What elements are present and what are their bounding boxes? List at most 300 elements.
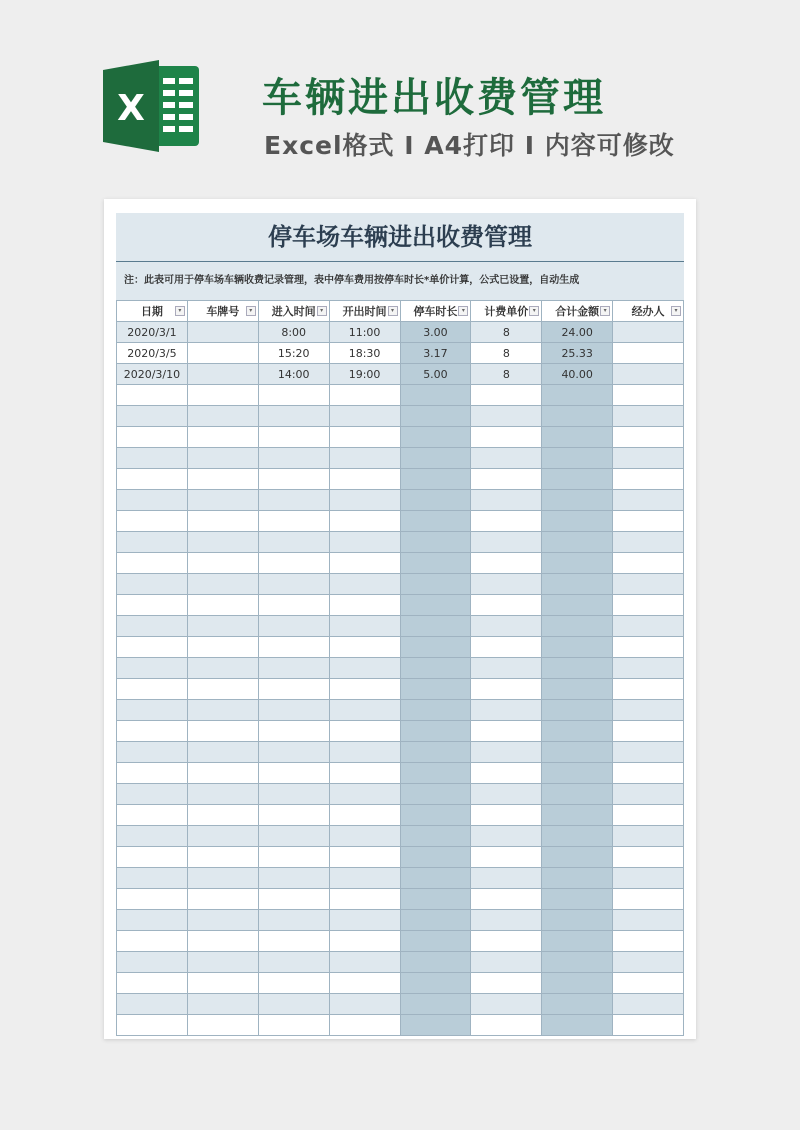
cell-exit-time[interactable]: 18:30: [329, 343, 400, 364]
cell-unit-price[interactable]: [471, 847, 542, 868]
cell-date[interactable]: [117, 406, 188, 427]
cell-duration[interactable]: [400, 868, 471, 889]
cell-handler[interactable]: [613, 868, 684, 889]
cell-entry-time[interactable]: [258, 910, 329, 931]
cell-duration[interactable]: [400, 427, 471, 448]
table-row: [117, 490, 684, 511]
cell-entry-time[interactable]: [258, 427, 329, 448]
cell-total[interactable]: [542, 574, 613, 595]
cell-entry-time[interactable]: [258, 868, 329, 889]
table-row: [117, 595, 684, 616]
cell-total[interactable]: [542, 490, 613, 511]
cell-exit-time[interactable]: [329, 574, 400, 595]
cell-plate[interactable]: [187, 595, 258, 616]
cell-unit-price[interactable]: [471, 889, 542, 910]
column-header-label: 进入时间: [271, 305, 316, 318]
cell-exit-time[interactable]: [329, 553, 400, 574]
cell-exit-time[interactable]: [329, 406, 400, 427]
cell-plate[interactable]: [187, 490, 258, 511]
cell-exit-time[interactable]: [329, 1015, 400, 1036]
cell-entry-time[interactable]: 15:20: [258, 343, 329, 364]
cell-duration[interactable]: [400, 637, 471, 658]
cell-total[interactable]: 24.00: [542, 322, 613, 343]
cell-exit-time[interactable]: [329, 595, 400, 616]
cell-plate[interactable]: [187, 427, 258, 448]
cell-plate[interactable]: [187, 931, 258, 952]
cell-plate[interactable]: [187, 658, 258, 679]
table-row: [117, 952, 684, 973]
cell-total[interactable]: [542, 616, 613, 637]
cell-total[interactable]: [542, 637, 613, 658]
table-row: [117, 343, 684, 364]
cell-handler[interactable]: [613, 322, 684, 343]
cell-plate[interactable]: [187, 721, 258, 742]
cell-exit-time[interactable]: [329, 784, 400, 805]
cell-total[interactable]: [542, 721, 613, 742]
cell-date[interactable]: [117, 910, 188, 931]
cell-entry-time[interactable]: 14:00: [258, 364, 329, 385]
cell-handler[interactable]: [613, 910, 684, 931]
cell-duration[interactable]: [400, 511, 471, 532]
cell-exit-time[interactable]: [329, 931, 400, 952]
cell-unit-price[interactable]: [471, 469, 542, 490]
cell-duration[interactable]: [400, 616, 471, 637]
table-row: [117, 973, 684, 994]
cell-duration[interactable]: [400, 931, 471, 952]
cell-total[interactable]: [542, 469, 613, 490]
cell-total[interactable]: [542, 826, 613, 847]
cell-exit-time[interactable]: [329, 847, 400, 868]
cell-unit-price[interactable]: [471, 700, 542, 721]
cell-unit-price[interactable]: [471, 490, 542, 511]
cell-duration[interactable]: [400, 385, 471, 406]
cell-total[interactable]: [542, 511, 613, 532]
cell-plate[interactable]: [187, 910, 258, 931]
cell-total[interactable]: 25.33: [542, 343, 613, 364]
cell-unit-price[interactable]: [471, 595, 542, 616]
cell-total[interactable]: [542, 427, 613, 448]
cell-date[interactable]: [117, 973, 188, 994]
cell-handler[interactable]: [613, 553, 684, 574]
cell-total[interactable]: 40.00: [542, 364, 613, 385]
cell-plate[interactable]: [187, 889, 258, 910]
cell-exit-time[interactable]: [329, 427, 400, 448]
cell-duration[interactable]: [400, 406, 471, 427]
table-row: [117, 469, 684, 490]
cell-exit-time[interactable]: [329, 826, 400, 847]
cell-entry-time[interactable]: [258, 763, 329, 784]
cell-entry-time[interactable]: [258, 889, 329, 910]
cell-total[interactable]: [542, 406, 613, 427]
cell-date[interactable]: [117, 889, 188, 910]
cell-date[interactable]: [117, 931, 188, 952]
cell-duration[interactable]: [400, 448, 471, 469]
filter-dropdown-icon[interactable]: ▾: [388, 306, 398, 316]
cell-handler[interactable]: [613, 595, 684, 616]
cell-handler[interactable]: [613, 973, 684, 994]
cell-duration[interactable]: [400, 700, 471, 721]
cell-duration[interactable]: [400, 805, 471, 826]
cell-entry-time[interactable]: [258, 826, 329, 847]
cell-date[interactable]: [117, 427, 188, 448]
cell-plate[interactable]: [187, 700, 258, 721]
cell-duration[interactable]: [400, 469, 471, 490]
cell-entry-time[interactable]: [258, 952, 329, 973]
cell-date[interactable]: [117, 805, 188, 826]
cell-handler[interactable]: [613, 826, 684, 847]
cell-exit-time[interactable]: [329, 616, 400, 637]
cell-total[interactable]: [542, 742, 613, 763]
cell-entry-time[interactable]: [258, 721, 329, 742]
cell-handler[interactable]: [613, 721, 684, 742]
cell-plate[interactable]: [187, 952, 258, 973]
cell-plate[interactable]: [187, 448, 258, 469]
cell-unit-price[interactable]: [471, 658, 542, 679]
cell-exit-time[interactable]: [329, 994, 400, 1015]
cell-exit-time[interactable]: [329, 490, 400, 511]
cell-handler[interactable]: [613, 469, 684, 490]
cell-unit-price[interactable]: [471, 616, 542, 637]
cell-handler[interactable]: [613, 490, 684, 511]
cell-date[interactable]: [117, 511, 188, 532]
cell-entry-time[interactable]: [258, 931, 329, 952]
cell-total[interactable]: [542, 931, 613, 952]
cell-handler[interactable]: [613, 658, 684, 679]
cell-handler[interactable]: [613, 994, 684, 1015]
cell-handler[interactable]: [613, 679, 684, 700]
column-header-label: 车牌号: [206, 305, 240, 318]
cell-date[interactable]: 2020/3/5: [117, 343, 188, 364]
cell-date[interactable]: [117, 700, 188, 721]
cell-entry-time[interactable]: [258, 574, 329, 595]
cell-unit-price[interactable]: [471, 952, 542, 973]
cell-exit-time[interactable]: [329, 973, 400, 994]
filter-dropdown-icon[interactable]: ▾: [317, 306, 327, 316]
cell-plate[interactable]: [187, 364, 258, 385]
cell-duration[interactable]: [400, 952, 471, 973]
column-header-plate[interactable]: [187, 301, 258, 322]
cell-unit-price[interactable]: [471, 406, 542, 427]
cell-entry-time[interactable]: [258, 805, 329, 826]
cell-duration[interactable]: [400, 721, 471, 742]
cell-exit-time[interactable]: [329, 805, 400, 826]
cell-total[interactable]: [542, 385, 613, 406]
cell-unit-price[interactable]: [471, 868, 542, 889]
cell-exit-time[interactable]: 19:00: [329, 364, 400, 385]
cell-duration[interactable]: 3.00: [400, 322, 471, 343]
cell-duration[interactable]: [400, 679, 471, 700]
cell-handler[interactable]: [613, 364, 684, 385]
cell-handler[interactable]: [613, 700, 684, 721]
cell-total[interactable]: [542, 700, 613, 721]
cell-exit-time[interactable]: [329, 532, 400, 553]
cell-handler[interactable]: [613, 952, 684, 973]
cell-plate[interactable]: [187, 616, 258, 637]
cell-date[interactable]: [117, 679, 188, 700]
table-row: [117, 658, 684, 679]
cell-duration[interactable]: [400, 490, 471, 511]
cell-plate[interactable]: [187, 406, 258, 427]
cell-exit-time[interactable]: [329, 511, 400, 532]
cell-date[interactable]: [117, 532, 188, 553]
cell-date[interactable]: [117, 994, 188, 1015]
cell-unit-price[interactable]: [471, 574, 542, 595]
cell-duration[interactable]: [400, 742, 471, 763]
cell-entry-time[interactable]: [258, 784, 329, 805]
cell-plate[interactable]: [187, 574, 258, 595]
cell-date[interactable]: 2020/3/1: [117, 322, 188, 343]
cell-handler[interactable]: [613, 784, 684, 805]
cell-plate[interactable]: [187, 847, 258, 868]
cell-total[interactable]: [542, 658, 613, 679]
cell-unit-price[interactable]: [471, 385, 542, 406]
column-header-entry-time[interactable]: [258, 301, 329, 322]
cell-total[interactable]: [542, 994, 613, 1015]
column-header-unit-price[interactable]: [471, 301, 542, 322]
cell-total[interactable]: [542, 1015, 613, 1036]
cell-entry-time[interactable]: [258, 595, 329, 616]
cell-entry-time[interactable]: [258, 742, 329, 763]
cell-entry-time[interactable]: [258, 490, 329, 511]
cell-date[interactable]: [117, 469, 188, 490]
cell-unit-price[interactable]: 8: [471, 343, 542, 364]
cell-exit-time[interactable]: [329, 721, 400, 742]
cell-handler[interactable]: [613, 847, 684, 868]
cell-duration[interactable]: [400, 889, 471, 910]
cell-handler[interactable]: [613, 1015, 684, 1036]
cell-plate[interactable]: [187, 553, 258, 574]
cell-handler[interactable]: [613, 574, 684, 595]
cell-date[interactable]: 2020/3/10: [117, 364, 188, 385]
cell-entry-time[interactable]: [258, 658, 329, 679]
cell-date[interactable]: [117, 721, 188, 742]
cell-duration[interactable]: [400, 658, 471, 679]
cell-unit-price[interactable]: [471, 910, 542, 931]
column-header-total[interactable]: [542, 301, 613, 322]
table-row: [117, 679, 684, 700]
cell-handler[interactable]: [613, 406, 684, 427]
cell-total[interactable]: [542, 763, 613, 784]
cell-date[interactable]: [117, 490, 188, 511]
cell-entry-time[interactable]: [258, 847, 329, 868]
cell-entry-time[interactable]: [258, 385, 329, 406]
cell-unit-price[interactable]: [471, 448, 542, 469]
cell-unit-price[interactable]: [471, 637, 542, 658]
filter-dropdown-icon[interactable]: ▾: [246, 306, 256, 316]
cell-entry-time[interactable]: [258, 973, 329, 994]
cell-date[interactable]: [117, 553, 188, 574]
cell-entry-time[interactable]: [258, 700, 329, 721]
column-header-date[interactable]: [117, 301, 188, 322]
cell-total[interactable]: [542, 868, 613, 889]
filter-dropdown-icon[interactable]: ▾: [600, 306, 610, 316]
cell-date[interactable]: [117, 448, 188, 469]
cell-plate[interactable]: [187, 469, 258, 490]
cell-total[interactable]: [542, 889, 613, 910]
cell-handler[interactable]: [613, 511, 684, 532]
filter-dropdown-icon[interactable]: ▾: [458, 306, 468, 316]
cell-unit-price[interactable]: [471, 826, 542, 847]
cell-duration[interactable]: [400, 994, 471, 1015]
cell-handler[interactable]: [613, 616, 684, 637]
cell-date[interactable]: [117, 616, 188, 637]
cell-plate[interactable]: [187, 322, 258, 343]
cell-date[interactable]: [117, 385, 188, 406]
cell-unit-price[interactable]: [471, 931, 542, 952]
cell-duration[interactable]: [400, 595, 471, 616]
cell-date[interactable]: [117, 658, 188, 679]
cell-total[interactable]: [542, 679, 613, 700]
cell-total[interactable]: [542, 553, 613, 574]
column-header-handler[interactable]: [613, 301, 684, 322]
cell-handler[interactable]: [613, 637, 684, 658]
cell-total[interactable]: [542, 784, 613, 805]
cell-date[interactable]: [117, 952, 188, 973]
cell-unit-price[interactable]: [471, 427, 542, 448]
cell-date[interactable]: [117, 637, 188, 658]
cell-plate[interactable]: [187, 679, 258, 700]
table-row: [117, 448, 684, 469]
cell-duration[interactable]: [400, 574, 471, 595]
filter-dropdown-icon[interactable]: ▾: [175, 306, 185, 316]
cell-exit-time[interactable]: [329, 658, 400, 679]
cell-duration[interactable]: [400, 532, 471, 553]
cell-unit-price[interactable]: 8: [471, 364, 542, 385]
cell-handler[interactable]: [613, 448, 684, 469]
cell-plate[interactable]: [187, 826, 258, 847]
cell-exit-time[interactable]: [329, 385, 400, 406]
cell-total[interactable]: [542, 910, 613, 931]
cell-exit-time[interactable]: [329, 889, 400, 910]
cell-handler[interactable]: [613, 427, 684, 448]
cell-unit-price[interactable]: [471, 532, 542, 553]
cell-plate[interactable]: [187, 868, 258, 889]
cell-plate[interactable]: [187, 994, 258, 1015]
cell-unit-price[interactable]: [471, 805, 542, 826]
cell-unit-price[interactable]: [471, 721, 542, 742]
cell-handler[interactable]: [613, 889, 684, 910]
cell-date[interactable]: [117, 595, 188, 616]
filter-dropdown-icon[interactable]: ▾: [529, 306, 539, 316]
cell-plate[interactable]: [187, 763, 258, 784]
cell-date[interactable]: [117, 1015, 188, 1036]
cell-handler[interactable]: [613, 931, 684, 952]
cell-entry-time[interactable]: [258, 469, 329, 490]
cell-duration[interactable]: [400, 910, 471, 931]
cell-plate[interactable]: [187, 1015, 258, 1036]
column-header-label: 合计金额: [555, 305, 600, 318]
cell-total[interactable]: [542, 973, 613, 994]
cell-plate[interactable]: [187, 784, 258, 805]
cell-exit-time[interactable]: [329, 763, 400, 784]
cell-date[interactable]: [117, 574, 188, 595]
cell-entry-time[interactable]: [258, 994, 329, 1015]
cell-duration[interactable]: [400, 826, 471, 847]
cell-entry-time[interactable]: [258, 1015, 329, 1036]
cell-entry-time[interactable]: [258, 553, 329, 574]
cell-duration[interactable]: [400, 847, 471, 868]
cell-unit-price[interactable]: [471, 784, 542, 805]
cell-unit-price[interactable]: [471, 763, 542, 784]
cell-plate[interactable]: [187, 385, 258, 406]
cell-total[interactable]: [542, 448, 613, 469]
cell-plate[interactable]: [187, 742, 258, 763]
cell-duration[interactable]: 3.17: [400, 343, 471, 364]
cell-exit-time[interactable]: [329, 868, 400, 889]
cell-handler[interactable]: [613, 742, 684, 763]
cell-total[interactable]: [542, 805, 613, 826]
cell-date[interactable]: [117, 847, 188, 868]
cell-entry-time[interactable]: [258, 679, 329, 700]
cell-duration[interactable]: [400, 1015, 471, 1036]
cell-duration[interactable]: [400, 763, 471, 784]
cell-date[interactable]: [117, 742, 188, 763]
cell-handler[interactable]: [613, 343, 684, 364]
cell-plate[interactable]: [187, 637, 258, 658]
cell-date[interactable]: [117, 826, 188, 847]
cell-unit-price[interactable]: [471, 679, 542, 700]
cell-exit-time[interactable]: [329, 952, 400, 973]
cell-unit-price[interactable]: [471, 994, 542, 1015]
cell-plate[interactable]: [187, 805, 258, 826]
cell-duration[interactable]: 5.00: [400, 364, 471, 385]
cell-exit-time[interactable]: 11:00: [329, 322, 400, 343]
cell-duration[interactable]: [400, 553, 471, 574]
filter-dropdown-icon[interactable]: ▾: [671, 306, 681, 316]
cell-date[interactable]: [117, 784, 188, 805]
cell-date[interactable]: [117, 763, 188, 784]
cell-plate[interactable]: [187, 532, 258, 553]
cell-entry-time[interactable]: [258, 406, 329, 427]
cell-entry-time[interactable]: [258, 511, 329, 532]
cell-exit-time[interactable]: [329, 448, 400, 469]
cell-exit-time[interactable]: [329, 637, 400, 658]
cell-entry-time[interactable]: [258, 637, 329, 658]
cell-unit-price[interactable]: [471, 973, 542, 994]
cell-unit-price[interactable]: [471, 742, 542, 763]
cell-exit-time[interactable]: [329, 910, 400, 931]
cell-entry-time[interactable]: [258, 448, 329, 469]
cell-plate[interactable]: [187, 343, 258, 364]
column-header-exit-time[interactable]: [329, 301, 400, 322]
cell-total[interactable]: [542, 952, 613, 973]
cell-date[interactable]: [117, 868, 188, 889]
cell-unit-price[interactable]: [471, 511, 542, 532]
cell-handler[interactable]: [613, 763, 684, 784]
cell-total[interactable]: [542, 532, 613, 553]
cell-exit-time[interactable]: [329, 742, 400, 763]
cell-entry-time[interactable]: [258, 532, 329, 553]
cell-entry-time[interactable]: [258, 616, 329, 637]
cell-duration[interactable]: [400, 973, 471, 994]
cell-unit-price[interactable]: [471, 553, 542, 574]
cell-plate[interactable]: [187, 511, 258, 532]
cell-total[interactable]: [542, 847, 613, 868]
cell-exit-time[interactable]: [329, 700, 400, 721]
cell-unit-price[interactable]: 8: [471, 322, 542, 343]
cell-handler[interactable]: [613, 805, 684, 826]
cell-handler[interactable]: [613, 532, 684, 553]
cell-handler[interactable]: [613, 385, 684, 406]
column-header-duration[interactable]: [400, 301, 471, 322]
cell-entry-time[interactable]: 8:00: [258, 322, 329, 343]
cell-total[interactable]: [542, 595, 613, 616]
cell-exit-time[interactable]: [329, 679, 400, 700]
cell-exit-time[interactable]: [329, 469, 400, 490]
cell-duration[interactable]: [400, 784, 471, 805]
cell-plate[interactable]: [187, 973, 258, 994]
cell-unit-price[interactable]: [471, 1015, 542, 1036]
